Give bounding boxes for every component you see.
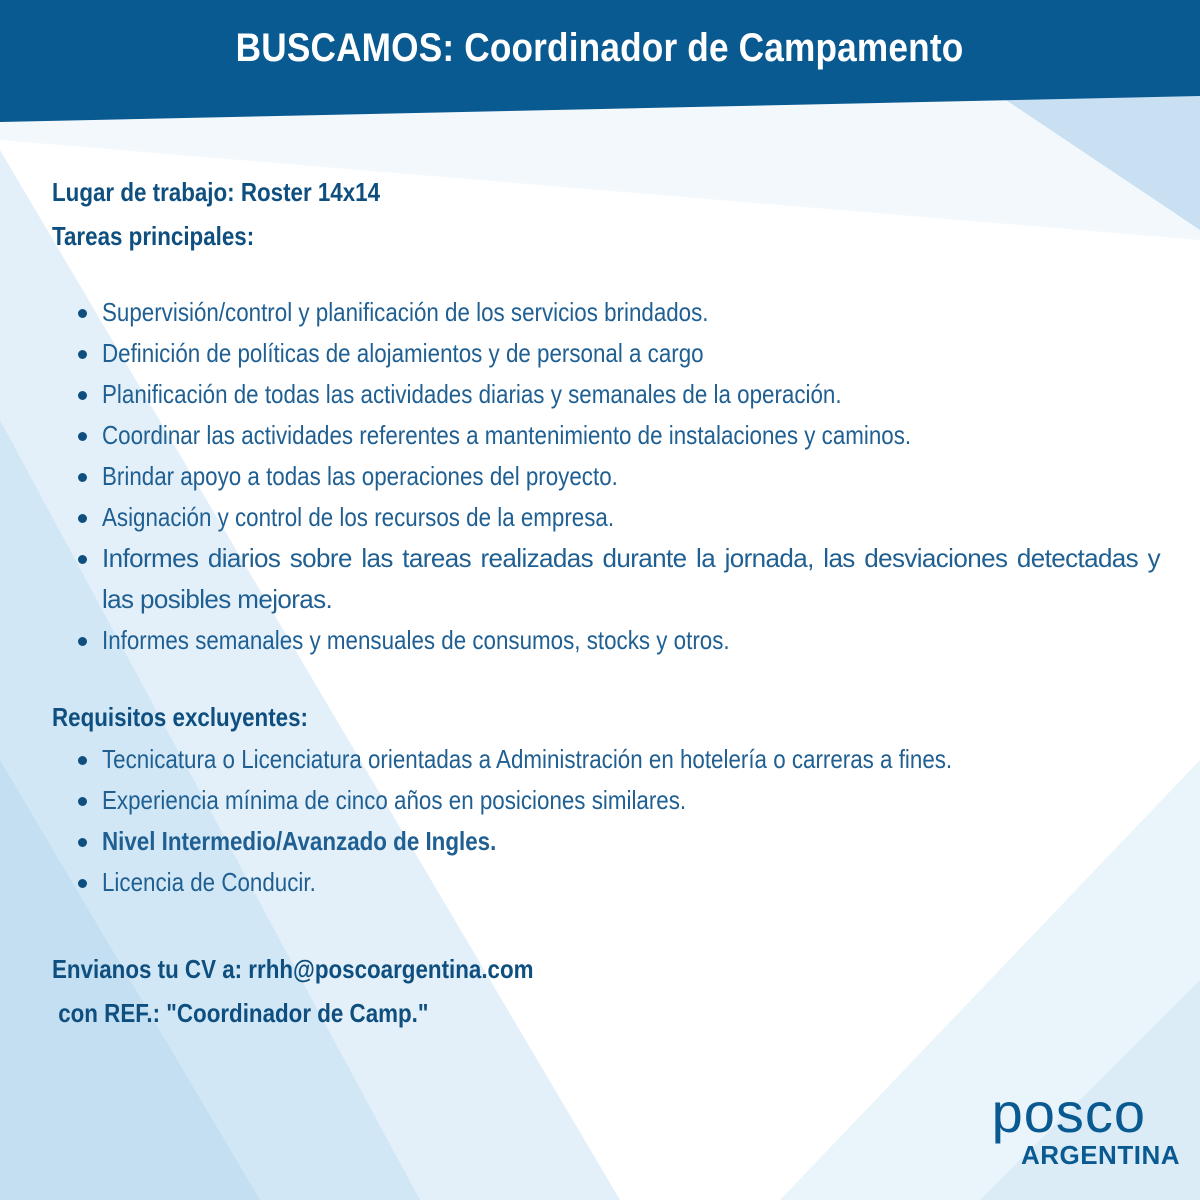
header-banner [0,0,1200,96]
svg-text:posco: posco [991,1088,1146,1144]
job-posting [52,170,1160,1035]
list-item: Nivel Intermedio/Avanzado de Ingles. [52,821,1160,862]
contact-reference-line: con REF.: "Coordinador de Camp." [52,998,429,1028]
list-item: Informes semanales y mensuales de consumos, stocks y otros. [52,620,1160,661]
list-item: Asignación y control de los recursos de la empresa. [52,497,1160,538]
list-item: Definición de políticas de alojamientos y de personal a cargo [52,333,1160,374]
page-title: BUSCAMOS: Coordinador de Campamento [236,25,964,70]
list-item: Licencia de Conducir. [52,862,1160,903]
list-item: Experiencia mínima de cinco años en posiciones similares. [52,780,1160,821]
tasks-list [52,292,1160,661]
location-line: Lugar de trabajo: Roster 14x14 [52,177,381,207]
logo-subtitle: ARGENTINA [1020,1140,1180,1170]
list-item: Tecnicatura o Licenciatura orientadas a Administración en hotelería o carreras a fines. [52,739,1160,780]
list-item: Supervisión/control y planificación de los servicios brindados. [52,292,1160,333]
requirements-list [52,739,1160,903]
list-item: Informes diarios sobre las tareas realizadas durante la jornada, las desviaciones detectadas y las posibles mejoras. [52,538,1160,620]
posco-argentina-logo [980,1088,1180,1188]
tasks-heading: Tareas principales: [52,221,255,251]
list-item: Planificación de todas las actividades diarias y semanales de la operación. [52,374,1160,415]
list-item: Brindar apoyo a todas las operaciones del proyecto. [52,456,1160,497]
contact-email-line: Envianos tu CV a: rrhh@poscoargentina.com [52,954,534,984]
requirements-heading: Requisitos excluyentes: [52,702,308,732]
posco-wordmark [980,1088,1180,1144]
list-item: Coordinar las actividades referentes a mantenimiento de instalaciones y caminos. [52,415,1160,456]
